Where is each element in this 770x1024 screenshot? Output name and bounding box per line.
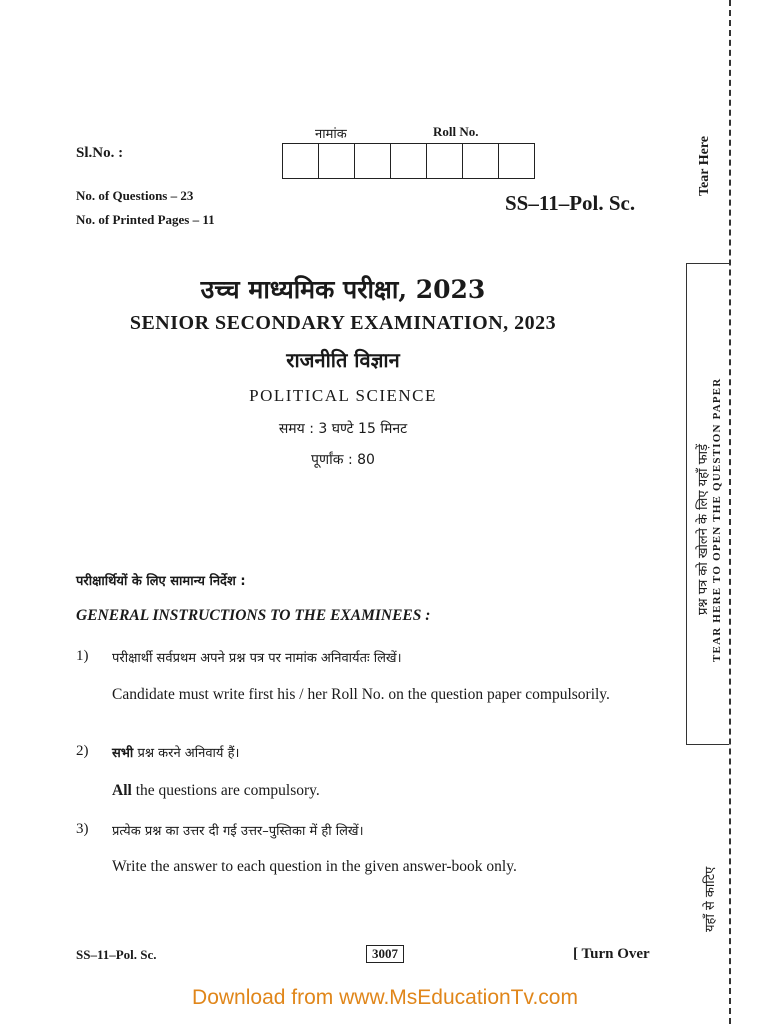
instruction-number: 2) [76,743,89,759]
instructions-heading-english: GENERAL INSTRUCTIONS TO THE EXAMINEES : [76,607,431,624]
english-exam-title: SENIOR SECONDARY EXAMINATION, 2023 [129,312,557,334]
hindi-subject: राजनीति विज्ञान [286,348,400,372]
hindi-exam-title: उच्च माध्यमिक परीक्षा, 2023 [200,275,486,304]
instruction-number: 3) [76,821,89,837]
instruction-english: Write the answer to each question in the given answer-book only. [112,858,517,875]
time-allowed: समय : 3 घण्टे 15 मिनट [278,421,408,437]
instruction-hindi-line [112,743,239,761]
instruction-hindi: प्रश्न करने अनिवार्य हैं। [137,746,240,761]
paper-code: SS–11–Pol. Sc. [505,191,636,215]
roll-label-hindi: नामांक [315,127,347,142]
turn-over-label: [ Turn Over [573,946,650,962]
tear-hindi-label: प्रश्न पत्र को खोलने के लिए यहाँ फाड़ें [696,444,711,615]
instruction-hindi: परीक्षार्थी सर्वप्रथम अपने प्रश्न पत्र पर नामांक अनिवार्यतः लिखें। [112,651,402,666]
roll-digit-box[interactable] [391,144,427,178]
english-subject: POLITICAL SCIENCE [249,386,437,405]
cut-here-label: यहाँ से काटिए [703,866,718,932]
tear-english-label: TEAR HERE TO OPEN THE QUESTION PAPER [711,377,723,662]
num-questions: No. of Questions – 23 [76,188,194,203]
roll-digit-box[interactable] [499,144,534,178]
roll-label-english: Roll No. [433,124,479,139]
tear-dashed-line [729,0,731,1024]
roll-digit-box[interactable] [283,144,319,178]
instruction-hindi-bold: सभी [112,746,134,761]
roll-digit-box[interactable] [427,144,463,178]
roll-digit-box[interactable] [463,144,499,178]
instruction-english: Candidate must write first his / her Roll No. on the question paper compulsorily. [112,686,610,703]
instruction-english: the questions are compulsory. [135,782,320,799]
footer-paper-number: 3007 [366,945,404,963]
footer-paper-code: SS–11–Pol. Sc. [76,947,157,962]
instruction-hindi: प्रत्येक प्रश्न का उत्तर दी गई उत्तर–पुस्तिका में ही लिखें। [112,824,364,839]
roll-number-boxes[interactable] [282,143,535,179]
download-watermark-link[interactable]: Download from www.MsEducationTv.com [192,986,578,1009]
instruction-number: 1) [76,648,89,664]
instruction-english-line [112,782,320,800]
tear-here-label: Tear Here [697,135,712,196]
num-pages: No. of Printed Pages – 11 [76,212,215,227]
max-marks: पूर्णांक : 80 [311,452,375,468]
instruction-english-bold: All [112,782,132,799]
roll-digit-box[interactable] [319,144,355,178]
sl-no-label: Sl.No. : [76,145,124,161]
roll-digit-box[interactable] [355,144,391,178]
instructions-heading-hindi: परीक्षार्थियों के लिए सामान्य निर्देश : [76,574,246,589]
